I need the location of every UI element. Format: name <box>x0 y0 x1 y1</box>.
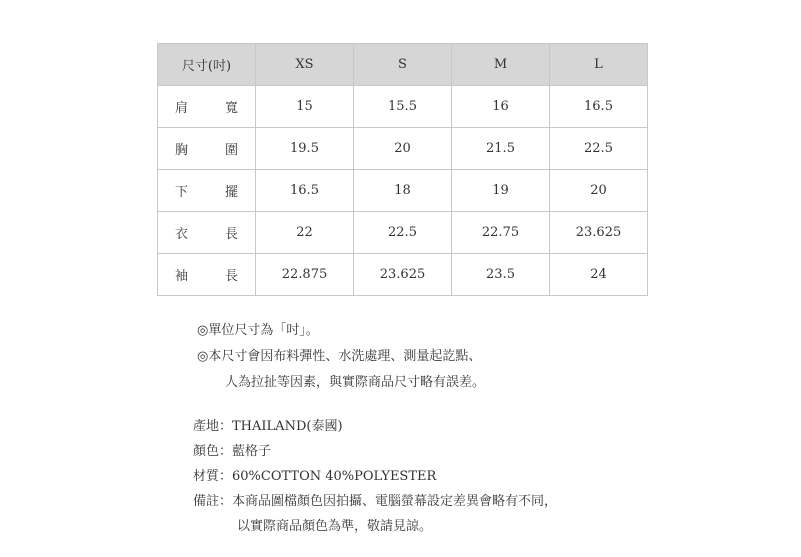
table-row <box>158 212 648 254</box>
header-size-m: M <box>452 44 550 86</box>
table-row <box>158 254 648 296</box>
spec-key: 材質： <box>193 469 233 484</box>
table-cell: 19.5 <box>256 128 354 170</box>
spec-remark <box>193 489 557 514</box>
row-label-char: 圍 <box>224 143 238 158</box>
table-cell: 22.75 <box>452 212 550 254</box>
table-cell: 21.5 <box>452 128 550 170</box>
row-label-char: 胸 <box>175 143 189 158</box>
table-cell: 20 <box>354 128 452 170</box>
table-cell: 15 <box>256 86 354 128</box>
table-row <box>158 128 648 170</box>
table-cell: 18 <box>354 170 452 212</box>
note-unit: ◎單位尺寸為「吋」。 <box>197 323 319 338</box>
spec-value: 藍格子 <box>232 444 272 459</box>
spec-color <box>193 439 557 464</box>
table-cell: 16.5 <box>550 86 648 128</box>
row-label-char: 下 <box>175 185 189 200</box>
spec-remark-cont: 以實際商品顏色為準，敬請見諒。 <box>237 519 433 534</box>
table-row <box>158 86 648 128</box>
table-cell: 24 <box>550 254 648 296</box>
header-label-cell: 尺寸(吋) <box>158 44 256 86</box>
row-label-length <box>158 212 256 254</box>
table-cell: 23.625 <box>354 254 452 296</box>
row-label-char: 擺 <box>224 185 238 200</box>
header-size-xs: XS <box>256 44 354 86</box>
note-variance-cont: 人為拉扯等因素，與實際商品尺寸略有誤差。 <box>225 375 486 390</box>
table-cell: 16.5 <box>256 170 354 212</box>
row-label-char: 長 <box>224 269 238 284</box>
row-label-hem <box>158 170 256 212</box>
size-chart-table <box>157 43 648 296</box>
table-cell: 22 <box>256 212 354 254</box>
table-cell: 16 <box>452 86 550 128</box>
note-variance: ◎本尺寸會因布料彈性、水洗處理、測量起訖點、 <box>197 349 482 364</box>
spec-key: 產地： <box>193 419 233 434</box>
size-notes <box>197 318 485 396</box>
spec-key: 備註： <box>193 494 233 509</box>
table-cell: 15.5 <box>354 86 452 128</box>
table-cell: 22.875 <box>256 254 354 296</box>
row-label-char: 袖 <box>175 269 189 284</box>
table-cell: 19 <box>452 170 550 212</box>
table-cell: 23.625 <box>550 212 648 254</box>
row-label-char: 肩 <box>175 101 189 116</box>
spec-material <box>193 464 557 489</box>
row-label-char: 衣 <box>175 227 189 242</box>
table-cell: 22.5 <box>354 212 452 254</box>
row-label-sleeve <box>158 254 256 296</box>
row-label-char: 長 <box>224 227 238 242</box>
spec-key: 顏色： <box>193 444 233 459</box>
table-cell: 20 <box>550 170 648 212</box>
spec-value: 60%COTTON 40%POLYESTER <box>232 469 437 484</box>
spec-value: 本商品圖檔顏色因拍攝、電腦螢幕設定差異會略有不同， <box>232 494 558 509</box>
row-label-char: 寬 <box>224 101 238 116</box>
table-cell: 23.5 <box>452 254 550 296</box>
header-size-s: S <box>354 44 452 86</box>
header-size-l: L <box>550 44 648 86</box>
product-specs <box>193 414 557 539</box>
table-row <box>158 170 648 212</box>
row-label-chest <box>158 128 256 170</box>
row-label-shoulder <box>158 86 256 128</box>
spec-value: THAILAND(泰國) <box>232 419 343 434</box>
spec-origin <box>193 414 557 439</box>
table-cell: 22.5 <box>550 128 648 170</box>
table-header-row <box>158 44 648 86</box>
